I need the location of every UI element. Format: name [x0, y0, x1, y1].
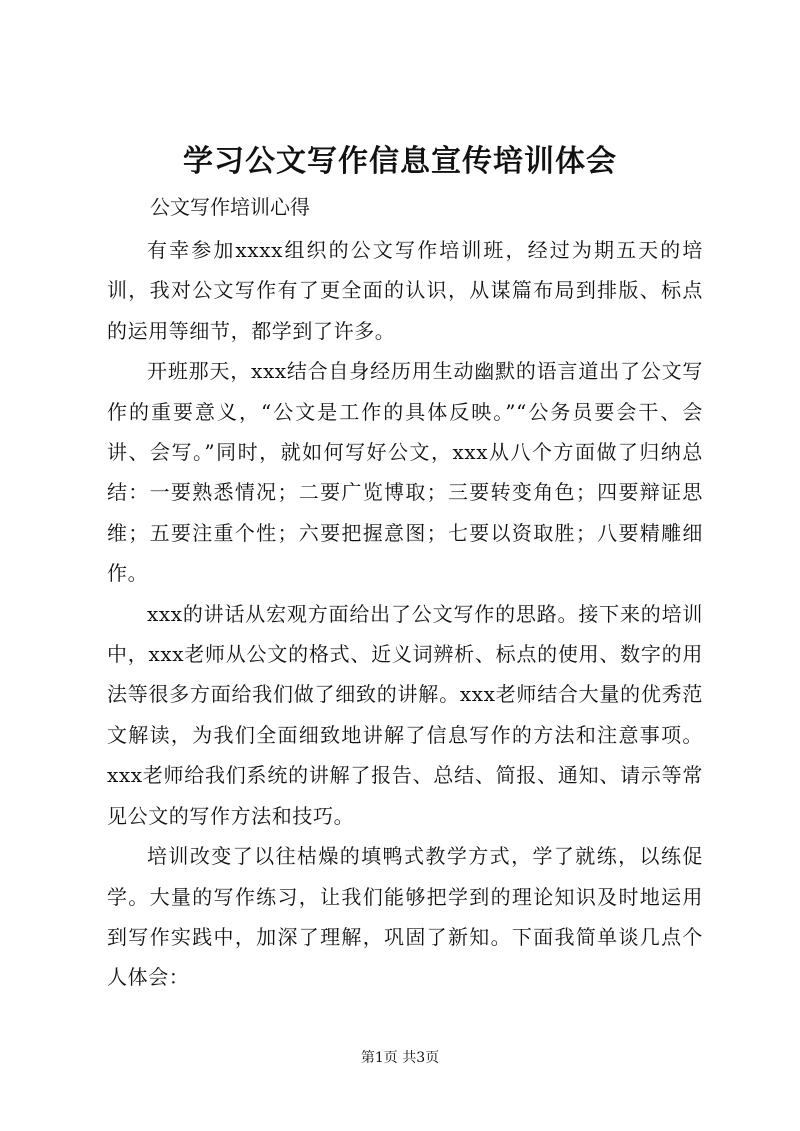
paragraph: 开班那天，xxx结合自身经历用生动幽默的语言道出了公文写作的重要意义，“公文是工作的具体反映。”“公务员要会干、会讲、会写。”同时，就如何写好公文，xxx从八个方面做了归纳总结：一要熟悉情况；二要广览博取；三要转变角色；四要辩证思维；五要注重个性；六要把握意图；七要以资取胜；八要精雕细作。 [107, 359, 703, 586]
paragraph: 有幸参加xxxx组织的公文写作培训班，经过为期五天的培训，我对公文写作有了更全面的认识，从谋篇布局到排版、标点的运用等细节，都学到了许多。 [107, 238, 703, 343]
document-body [107, 230, 703, 998]
document-title: 学习公文写作信息宣传培训体会 [183, 144, 617, 179]
document-subtitle: 公文写作培训心得 [150, 195, 310, 219]
paragraph: xxx的讲话从宏观方面给出了公文写作的思路。接下来的培训中，xxx老师从公文的格式、近义词辨析、标点的使用、数字的用法等很多方面给我们做了细致的讲解。xxx老师结合大量的优秀范文解读，为我们全面细致地讲解了信息写作的方法和注意事项。xxx老师给我们系统的讲解了报告、总结、简报、通知、请示等常见公文的写作方法和技巧。 [107, 601, 703, 828]
paragraph: 培训改变了以往枯燥的填鸭式教学方式，学了就练，以练促学。大量的写作练习，让我们能够把学到的理论知识及时地运用到写作实践中，加深了理解，巩固了新知。下面我简单谈几点个人体会： [107, 844, 703, 990]
page-footer: 第1页 共3页 [360, 1050, 440, 1066]
